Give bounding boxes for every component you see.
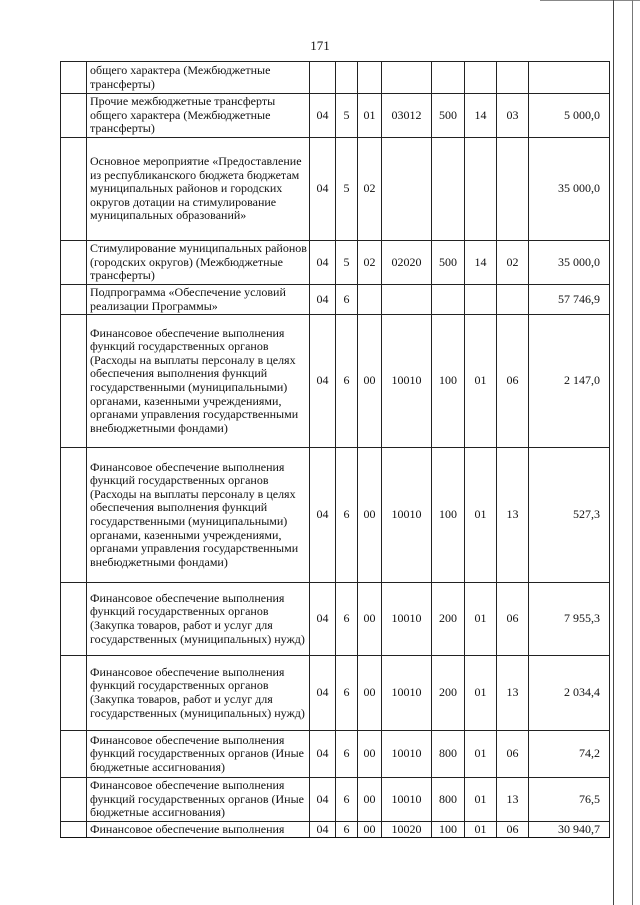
row-code-1: 04 bbox=[310, 285, 336, 315]
scan-edge-top bbox=[540, 0, 640, 1]
row-code-3: 02 bbox=[358, 138, 382, 241]
row-index-cell bbox=[61, 583, 87, 656]
row-code-2: 6 bbox=[336, 448, 358, 583]
row-amount: 2 147,0 bbox=[529, 315, 610, 448]
table-row bbox=[61, 731, 610, 778]
row-amount: 35 000,0 bbox=[529, 138, 610, 241]
table-row bbox=[61, 778, 610, 822]
row-name: Прочие межбюджетные трансферты общего характера (Межбюджетные трансферты) bbox=[87, 94, 310, 138]
row-name: Финансовое обеспечение выполнения функций государственных органов (Закупка товаров, работ и услуг для государственных (муниципальных) нужд) bbox=[87, 583, 310, 656]
row-amount bbox=[529, 62, 610, 94]
row-code-6: 01 bbox=[465, 583, 497, 656]
row-code-2: 5 bbox=[336, 94, 358, 138]
row-code-1: 04 bbox=[310, 241, 336, 285]
row-code-1: 04 bbox=[310, 138, 336, 241]
row-amount: 30 940,7 bbox=[529, 822, 610, 838]
row-code-7: 13 bbox=[497, 448, 529, 583]
row-code-2: 6 bbox=[336, 285, 358, 315]
row-code-6: 14 bbox=[465, 241, 497, 285]
table-row bbox=[61, 285, 610, 315]
row-code-3 bbox=[358, 285, 382, 315]
row-code-3: 01 bbox=[358, 94, 382, 138]
row-code-5: 100 bbox=[432, 448, 465, 583]
row-code-3: 00 bbox=[358, 656, 382, 731]
row-code-4 bbox=[382, 138, 432, 241]
budget-table bbox=[60, 61, 610, 838]
row-index-cell bbox=[61, 731, 87, 778]
table-row bbox=[61, 822, 610, 838]
row-name: Финансовое обеспечение выполнения функций государственных органов (Расходы на выплаты персоналу в целях обеспечения выполнения функций государственными (муниципальными) органами, казенными учреждениями, органами управления государственными внебюджетными фондами) bbox=[87, 315, 310, 448]
row-index-cell bbox=[61, 315, 87, 448]
row-index-cell bbox=[61, 241, 87, 285]
table-row bbox=[61, 241, 610, 285]
scan-edge-line bbox=[613, 0, 614, 905]
row-code-4: 10010 bbox=[382, 778, 432, 822]
row-code-3 bbox=[358, 62, 382, 94]
row-code-6: 01 bbox=[465, 315, 497, 448]
row-code-4 bbox=[382, 285, 432, 315]
row-code-2: 6 bbox=[336, 656, 358, 731]
row-code-3: 00 bbox=[358, 583, 382, 656]
row-code-6: 01 bbox=[465, 656, 497, 731]
row-code-1: 04 bbox=[310, 731, 336, 778]
row-code-1: 04 bbox=[310, 448, 336, 583]
row-index-cell bbox=[61, 822, 87, 838]
row-amount: 527,3 bbox=[529, 448, 610, 583]
row-code-7: 06 bbox=[497, 583, 529, 656]
row-code-3: 02 bbox=[358, 241, 382, 285]
row-code-5: 500 bbox=[432, 241, 465, 285]
row-code-1 bbox=[310, 62, 336, 94]
row-code-2: 6 bbox=[336, 731, 358, 778]
row-code-3: 00 bbox=[358, 778, 382, 822]
scan-edge-line-outer bbox=[632, 0, 633, 905]
row-code-2: 6 bbox=[336, 778, 358, 822]
row-amount: 35 000,0 bbox=[529, 241, 610, 285]
row-code-1: 04 bbox=[310, 656, 336, 731]
row-code-4: 10010 bbox=[382, 731, 432, 778]
row-code-2: 6 bbox=[336, 822, 358, 838]
row-code-3: 00 bbox=[358, 448, 382, 583]
row-index-cell bbox=[61, 448, 87, 583]
table-row bbox=[61, 448, 610, 583]
row-code-5 bbox=[432, 62, 465, 94]
row-name: Финансовое обеспечение выполнения функций государственных органов (Иные бюджетные ассигнования) bbox=[87, 731, 310, 778]
row-code-4: 10010 bbox=[382, 315, 432, 448]
row-code-7: 02 bbox=[497, 241, 529, 285]
row-code-6: 01 bbox=[465, 731, 497, 778]
page-number: 171 bbox=[310, 38, 330, 53]
row-code-1: 04 bbox=[310, 822, 336, 838]
row-code-5 bbox=[432, 285, 465, 315]
row-code-5: 800 bbox=[432, 778, 465, 822]
row-code-5: 800 bbox=[432, 731, 465, 778]
row-code-2: 5 bbox=[336, 241, 358, 285]
row-code-6 bbox=[465, 138, 497, 241]
row-code-5: 500 bbox=[432, 94, 465, 138]
row-code-7: 13 bbox=[497, 778, 529, 822]
table-row bbox=[61, 656, 610, 731]
row-index-cell bbox=[61, 778, 87, 822]
row-amount: 57 746,9 bbox=[529, 285, 610, 315]
row-code-4: 02020 bbox=[382, 241, 432, 285]
row-code-3: 00 bbox=[358, 822, 382, 838]
table-row bbox=[61, 583, 610, 656]
row-name: Финансовое обеспечение выполнения функций государственных органов (Закупка товаров, работ и услуг для государственных (муниципальных) нужд) bbox=[87, 656, 310, 731]
row-amount: 5 000,0 bbox=[529, 94, 610, 138]
row-index-cell bbox=[61, 138, 87, 241]
row-code-7 bbox=[497, 138, 529, 241]
row-code-2: 5 bbox=[336, 138, 358, 241]
row-code-4: 10010 bbox=[382, 656, 432, 731]
row-index-cell bbox=[61, 94, 87, 138]
row-code-6 bbox=[465, 285, 497, 315]
row-name: Финансовое обеспечение выполнения функций государственных органов (Иные бюджетные ассигнования) bbox=[87, 778, 310, 822]
table-row bbox=[61, 94, 610, 138]
row-code-6: 01 bbox=[465, 778, 497, 822]
row-code-4: 10020 bbox=[382, 822, 432, 838]
row-code-2: 6 bbox=[336, 315, 358, 448]
table-row bbox=[61, 315, 610, 448]
row-amount: 7 955,3 bbox=[529, 583, 610, 656]
row-code-7 bbox=[497, 62, 529, 94]
row-code-6: 01 bbox=[465, 448, 497, 583]
budget-table-body bbox=[61, 62, 610, 838]
row-code-5: 100 bbox=[432, 315, 465, 448]
row-amount: 2 034,4 bbox=[529, 656, 610, 731]
row-index-cell bbox=[61, 656, 87, 731]
row-code-5: 200 bbox=[432, 583, 465, 656]
row-code-4: 10010 bbox=[382, 448, 432, 583]
row-code-5 bbox=[432, 138, 465, 241]
row-name: Основное мероприятие «Предоставление из республиканского бюджета бюджетам муниципальных районов и городских округов дотации на стимулирование муниципальных образований» bbox=[87, 138, 310, 241]
row-index-cell bbox=[61, 62, 87, 94]
row-code-7: 06 bbox=[497, 822, 529, 838]
row-code-3: 00 bbox=[358, 731, 382, 778]
row-code-1: 04 bbox=[310, 778, 336, 822]
row-code-2 bbox=[336, 62, 358, 94]
row-amount: 74,2 bbox=[529, 731, 610, 778]
row-code-5: 100 bbox=[432, 822, 465, 838]
row-code-6 bbox=[465, 62, 497, 94]
row-name: общего характера (Межбюджетные трансферты) bbox=[87, 62, 310, 94]
row-code-1: 04 bbox=[310, 315, 336, 448]
row-code-2: 6 bbox=[336, 583, 358, 656]
row-name: Стимулирование муниципальных районов (городских округов) (Межбюджетные трансферты) bbox=[87, 241, 310, 285]
row-code-7: 06 bbox=[497, 731, 529, 778]
row-code-3: 00 bbox=[358, 315, 382, 448]
row-code-7: 06 bbox=[497, 315, 529, 448]
row-name: Финансовое обеспечение выполнения функций государственных органов (Расходы на выплаты персоналу в целях обеспечения выполнения функций государственными (муниципальными) органами, казенными учреждениями, органами управления государственными внебюджетными фондами) bbox=[87, 448, 310, 583]
table-row bbox=[61, 62, 610, 94]
row-code-4 bbox=[382, 62, 432, 94]
row-code-1: 04 bbox=[310, 94, 336, 138]
row-index-cell bbox=[61, 285, 87, 315]
row-code-7 bbox=[497, 285, 529, 315]
row-amount: 76,5 bbox=[529, 778, 610, 822]
row-code-7: 03 bbox=[497, 94, 529, 138]
row-code-1: 04 bbox=[310, 583, 336, 656]
row-code-7: 13 bbox=[497, 656, 529, 731]
table-row bbox=[61, 138, 610, 241]
row-code-6: 01 bbox=[465, 822, 497, 838]
row-code-5: 200 bbox=[432, 656, 465, 731]
row-code-4: 03012 bbox=[382, 94, 432, 138]
row-code-6: 14 bbox=[465, 94, 497, 138]
row-name: Финансовое обеспечение выполнения bbox=[87, 822, 310, 838]
row-code-4: 10010 bbox=[382, 583, 432, 656]
row-name: Подпрограмма «Обеспечение условий реализации Программы» bbox=[87, 285, 310, 315]
